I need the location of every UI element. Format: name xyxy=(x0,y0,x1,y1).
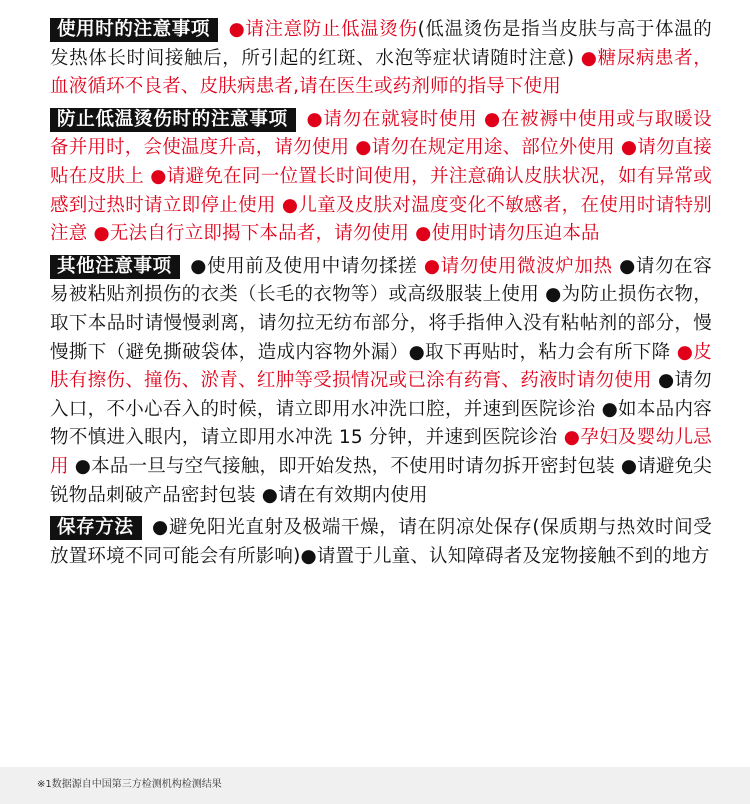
text-run: ●请勿在就寝时使用 ●在被褥中使用或与取暖设备并用时，会使温度升高，请勿使用 ●请勿在规定用途、部位外使用 ●请勿直接贴在皮肤上 ●请避免在同一位置长时间使用，并注意确认皮肤状况，如有异常或感到过热时请立即停止使用 ●儿童及皮肤对温度变化不敏感者，在使用时请特别注意 ●无法自行立即揭下本品者，请勿使用 ●使用时请勿压迫本品 xyxy=(50,108,712,245)
section-heading: 使用时的注意事项 xyxy=(50,18,218,42)
text-run: ●避免阳光直射及极端干燥，请在阴凉处保存(保质期与热效时间受放置环境不同可能会有所影响)●请置于儿童、认知障碍者及宠物接触不到的地方 xyxy=(50,517,712,567)
text-run: ●请勿在容易被粘贴剂损伤的衣类（长毛的衣物等）或高级服装上使用 ●为防止损伤衣物，取下本品时请慢慢剥离，请勿拉无纺布部分，将手指伸入没有粘帖剂的部分，慢慢撕下（避免撕破袋体，造成内容物外漏）●取下再贴时，粘力会有所下降 xyxy=(50,255,712,363)
text-run: ●使用前及使用中请勿揉搓 xyxy=(183,255,424,277)
text-run: (低温烫伤是指当皮肤与高于体温的发热体长时间接触后，所引起的红斑、水泡等症状请随时注意) xyxy=(50,19,712,69)
text-run: ●请勿入口，不小心吞入的时候，请立即用水冲洗口腔，并速到医院诊治 ●如本品内容物不慎进入眼内，请立即用水冲洗 15 分钟，并速到医院诊治 xyxy=(50,370,713,449)
text-run: ●孕妇及婴幼儿忌用 xyxy=(50,427,713,477)
text-run: ●请勿使用微波炉加热 xyxy=(423,255,613,277)
section-heading: 其他注意事项 xyxy=(50,255,180,279)
section-low-temp-burn xyxy=(50,106,712,249)
text-run: ●糖尿病患者，血液循环不良者、皮肤病患者,请在医生或药剂师的指导下使用 xyxy=(50,47,712,98)
section-usage-precautions xyxy=(50,16,712,102)
section-storage xyxy=(50,514,712,571)
section-heading: 防止低温烫伤时的注意事项 xyxy=(50,108,296,132)
text-run: ●本品一旦与空气接触，即开始发热，不使用时请勿拆开密封包装 ●请避免尖锐物品刺破产品密封包装 ●请在有效期内使用 xyxy=(50,455,712,506)
footer-bar xyxy=(0,767,750,804)
precautions-content xyxy=(50,16,712,575)
footer-note: ※1数据源自中国第三方检测机构检测结果 xyxy=(37,779,222,790)
section-other-precautions xyxy=(50,253,712,510)
section-heading: 保存方法 xyxy=(50,516,142,540)
text-run: ●皮肤有擦伤、撞伤、淤青、红肿等受损情况或已涂有药膏、药液时请勿使用 xyxy=(50,341,712,392)
text-run: ●请注意防止低温烫伤 xyxy=(222,19,418,40)
